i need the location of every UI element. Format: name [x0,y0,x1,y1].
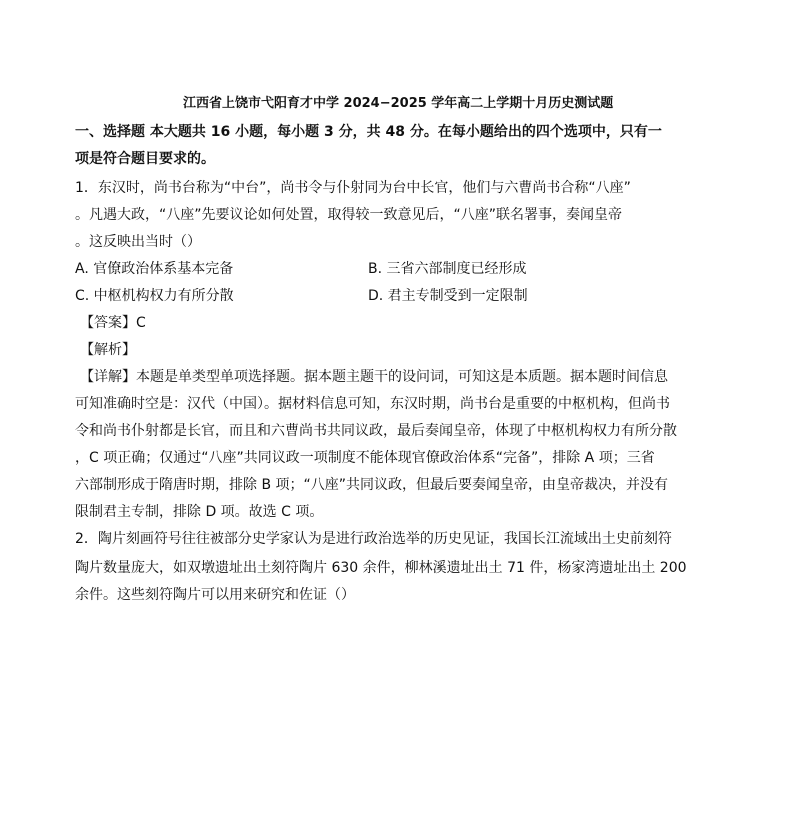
q1-stem-line-1: 1．东汉时，尚书台称为“中台”，尚书令与仆射同为台中长官，他们与六曹尚书合称“八座” [75,180,631,196]
q1-detail-line-5: 六部制形成于隋唐时期，排除 B 项；“八座”共同议政，但最后要奏闻皇帝，由皇帝裁决，并没有 [75,477,669,493]
q2-stem-line-1: 2．陶片刻画符号往往被部分史学家认为是进行政治选举的历史见证，我国长江流域出土史前刻符 [75,531,672,547]
q1-option-d: D. 君主专制受到一定限制 [368,288,528,304]
q1-stem-line-3: 。这反映出当时（） [75,234,201,250]
q1-analysis-label: 【解析】 [80,342,136,358]
q1-option-a: A. 官僚政治体系基本完备 [75,261,234,277]
q1-detail-line-1: 【详解】本题是单类型单项选择题。据本题主题干的设问词，可知这是本质题。据本题时间信息 [80,369,668,385]
q1-detail-line-3: 令和尚书仆射都是长官，而且和六曹尚书共同议政，最后奏闻皇帝，体现了中枢机构权力有所分散 [75,423,677,439]
section-header-line-2: 项是符合题目要求的。 [75,151,215,167]
q1-option-b: B. 三省六部制度已经形成 [368,261,527,277]
q2-stem-line-3: 余件。这些刻符陶片可以用来研究和佐证（） [75,587,355,603]
q1-detail-line-6: 限制君主专制，排除 D 项。故选 C 项。 [75,504,324,520]
section-header-line-1: 一、选择题 本大题共 16 小题，每小题 3 分，共 48 分。在每小题给出的四个选项中，只有一 [75,124,662,140]
q1-option-c: C. 中枢机构权力有所分散 [75,288,234,304]
q2-stem-line-2: 陶片数量庞大，如双墩遗址出土刻符陶片 630 余件，柳林溪遗址出土 71 件，杨家湾遗址出土 200 [75,560,687,576]
q1-answer: 【答案】C [80,315,146,331]
q1-detail-line-2: 可知准确时空是：汉代（中国）。据材料信息可知，东汉时期，尚书台是重要的中枢机构，但尚书 [75,396,670,412]
page-title: 江西省上饶市弋阳育才中学 2024−2025 学年高二上学期十月历史测试题 [183,96,614,111]
q1-detail-line-4: ，C 项正确；仅通过“八座”共同议政一项制度不能体现官僚政治体系“完备”，排除 A 项；三省 [75,450,655,466]
q1-stem-line-2: 。凡遇大政，“八座”先要议论如何处置，取得较一致意见后，“八座”联名署事，奏闻皇帝 [75,207,623,223]
